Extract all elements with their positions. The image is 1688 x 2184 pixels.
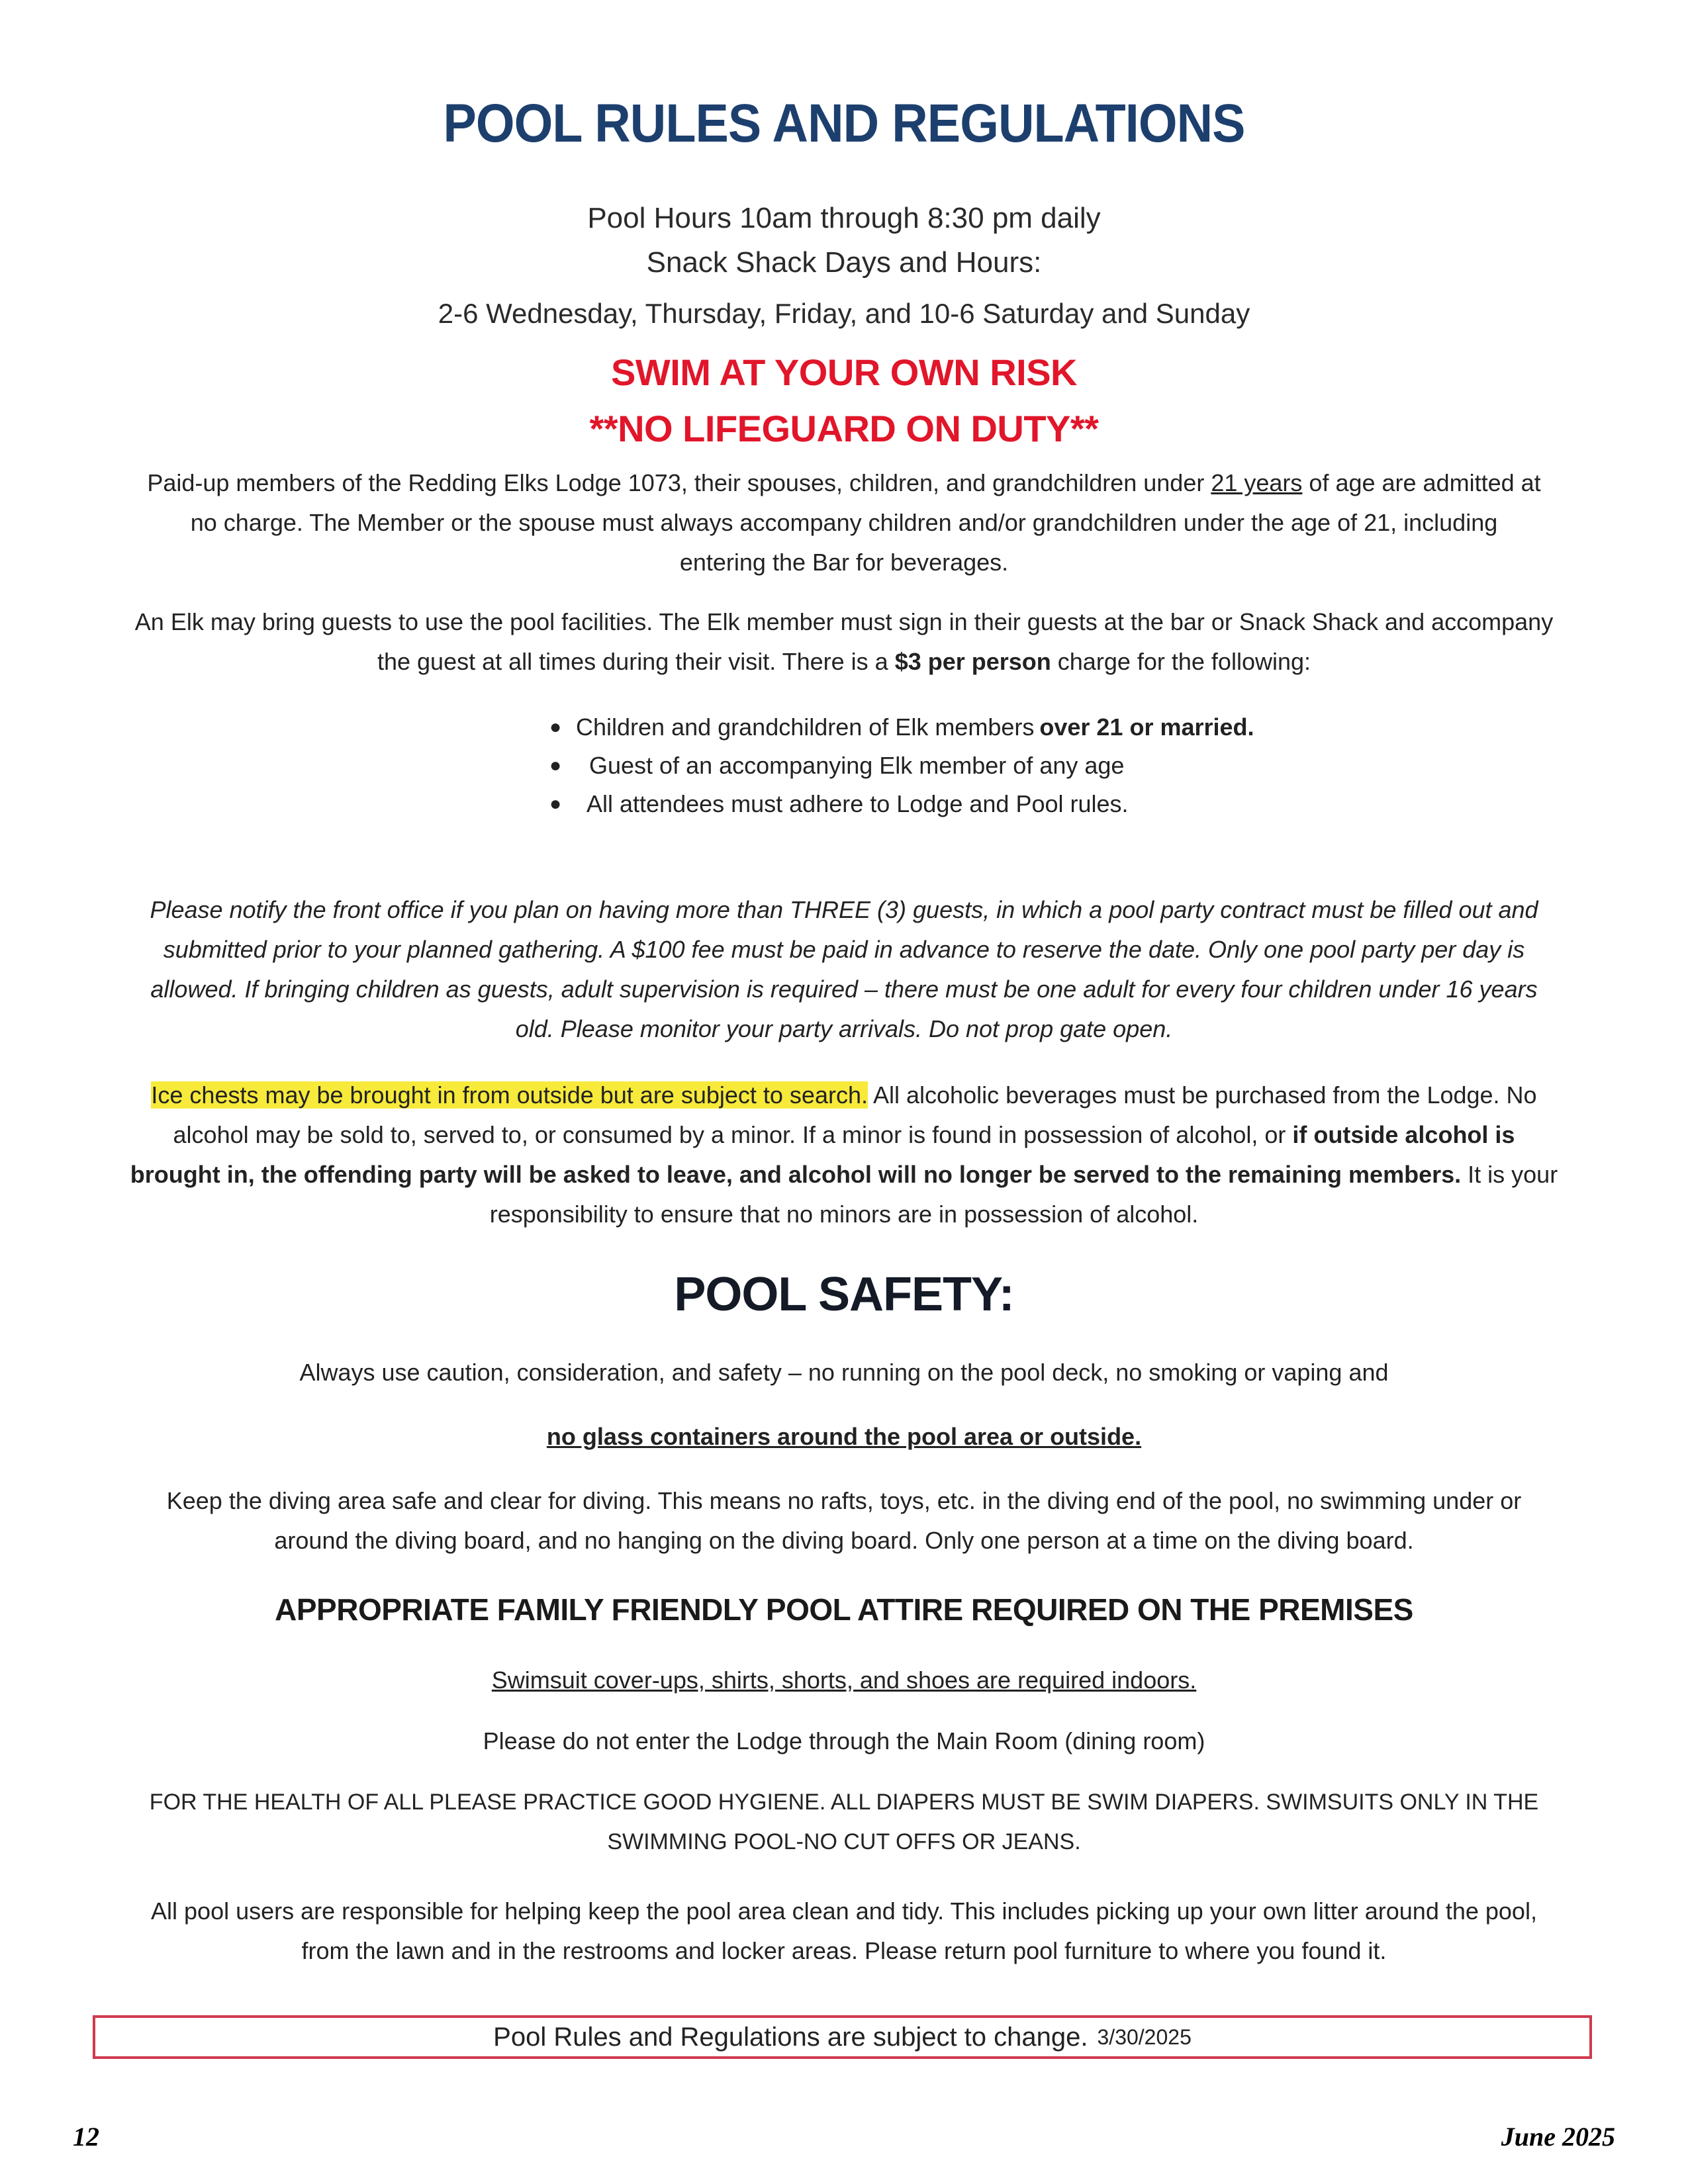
glass-rule: [0, 1423, 1688, 1451]
list-item: [549, 747, 1254, 785]
membership-text: entering the Bar for beverages.: [679, 549, 1009, 576]
issue-date: June 2025: [1501, 2122, 1615, 2152]
alcohol-bold: if outside alcohol is: [1292, 1121, 1515, 1148]
caution-text: Always use caution, consideration, and safety – no running on the pool deck, no smoking or vaping and: [299, 1359, 1389, 1386]
list-item-text: Guest of an accompanying Elk member of any age: [589, 752, 1125, 779]
hygiene-paragraph: [99, 1782, 1589, 1862]
alcohol-bold: brought in, the offending party will be asked to leave, and alcohol will no longer be served to the remaining members.: [130, 1161, 1462, 1188]
guests-text: charge for the following:: [1051, 648, 1311, 675]
cleanliness-text: from the lawn and in the restrooms and locker areas. Please return pool furniture to where you found it.: [301, 1937, 1387, 1964]
swim-at-own-risk-warning: SWIM AT YOUR OWN RISK: [611, 351, 1077, 393]
bullet-icon: ●: [549, 793, 562, 815]
cleanliness-paragraph: [99, 1891, 1589, 1971]
membership-text: no charge. The Member or the spouse must always accompany children and/or grandchildren under the age of 21, including: [190, 509, 1498, 536]
list-item-bold: over 21 or married.: [1039, 713, 1254, 741]
glass-rule-underlined: no glass containers around the pool area or outside.: [546, 1423, 1142, 1450]
guests-paragraph: [99, 602, 1589, 682]
notice-text: Pool Rules and Regulations are subject to change.: [493, 2022, 1088, 2052]
alcohol-paragraph: [99, 1075, 1589, 1234]
pool-safety-heading: POOL SAFETY:: [674, 1268, 1014, 1321]
alcohol-text: It is your: [1461, 1161, 1558, 1188]
snack-shack-heading: Snack Shack Days and Hours:: [646, 246, 1042, 279]
guest-fee: $3 per person: [894, 648, 1051, 675]
list-item: [549, 785, 1254, 823]
party-text: old. Please monitor your party arrivals. Do not prop gate open.: [515, 1015, 1173, 1042]
guests-text: the guest at all times during their visit. There is a: [377, 648, 895, 675]
diving-paragraph: [99, 1481, 1589, 1561]
alcohol-text: All alcoholic beverages must be purchased from the Lodge. No: [867, 1081, 1537, 1109]
attire-indoors: [0, 1666, 1688, 1694]
no-lifeguard-warning: **NO LIFEGUARD ON DUTY**: [589, 408, 1099, 449]
guest-charge-list: [549, 708, 1254, 823]
attire-indoors-underlined: Swimsuit cover-ups, shirts, shorts, and shoes are required indoors.: [491, 1666, 1197, 1694]
list-item-text: Children and grandchildren of Elk members: [576, 713, 1035, 741]
membership-text: Paid-up members of the Redding Elks Lodge 1073, their spouses, children, and grandchildren under: [147, 469, 1211, 496]
notice-date: 3/30/2025: [1097, 2025, 1192, 2049]
diving-text: around the diving board, and no hanging on the diving board. Only one person at a time on the diving board.: [274, 1527, 1414, 1554]
guests-text: An Elk may bring guests to use the pool facilities. The Elk member must sign in their guests at the bar or Snack Shack and accompany: [134, 608, 1554, 635]
bullet-icon: ●: [549, 716, 562, 738]
entrance-rule: Please do not enter the Lodge through the Main Room (dining room): [483, 1727, 1205, 1754]
alcohol-text: responsibility to ensure that no minors are in possession of alcohol.: [489, 1201, 1199, 1228]
alcohol-text: alcohol may be sold to, served to, or consumed by a minor. If a minor is found in possession of alcohol, or: [173, 1121, 1293, 1148]
ice-chest-highlight: Ice chests may be brought in from outside but are subject to search.: [151, 1081, 868, 1109]
party-text: submitted prior to your planned gathering. A $100 fee must be paid in advance to reserve the date. Only one pool party per day is: [163, 936, 1525, 963]
hygiene-text: SWIMMING POOL-NO CUT OFFS OR JEANS.: [607, 1829, 1081, 1854]
pool-party-paragraph: [99, 890, 1589, 1049]
party-text: allowed. If bringing children as guests, adult supervision is required – there must be one adult for every four children under 16 years: [150, 976, 1538, 1003]
age-limit-underlined: 21 years: [1211, 469, 1303, 496]
pool-hours: Pool Hours 10am through 8:30 pm daily: [587, 202, 1101, 234]
list-item-text: All attendees must adhere to Lodge and Pool rules.: [586, 790, 1129, 817]
attire-heading: APPROPRIATE FAMILY FRIENDLY POOL ATTIRE REQUIRED ON THE PREMISES: [275, 1592, 1413, 1627]
page-number: 12: [73, 2122, 99, 2152]
membership-text: of age are admitted at: [1302, 469, 1541, 496]
subject-to-change-notice: [93, 2015, 1592, 2059]
page-title: POOL RULES AND REGULATIONS: [443, 93, 1245, 154]
membership-paragraph: [99, 463, 1589, 582]
snack-shack-hours: 2-6 Wednesday, Thursday, Friday, and 10-6 Saturday and Sunday: [438, 298, 1250, 329]
party-text: Please notify the front office if you plan on having more than THREE (3) guests, in which a pool party contract must be filled out and: [150, 896, 1538, 923]
cleanliness-text: All pool users are responsible for helping keep the pool area clean and tidy. This includes picking up your own litter around the pool,: [151, 1897, 1537, 1925]
hygiene-text: FOR THE HEALTH OF ALL PLEASE PRACTICE GOOD HYGIENE. ALL DIAPERS MUST BE SWIM DIAPERS. SWIMSUITS ONLY IN THE: [149, 1790, 1539, 1815]
diving-text: Keep the diving area safe and clear for diving. This means no rafts, toys, etc. in the diving end of the pool, no swimming under or: [166, 1487, 1522, 1514]
list-item: [549, 708, 1254, 747]
bullet-icon: ●: [549, 754, 562, 776]
